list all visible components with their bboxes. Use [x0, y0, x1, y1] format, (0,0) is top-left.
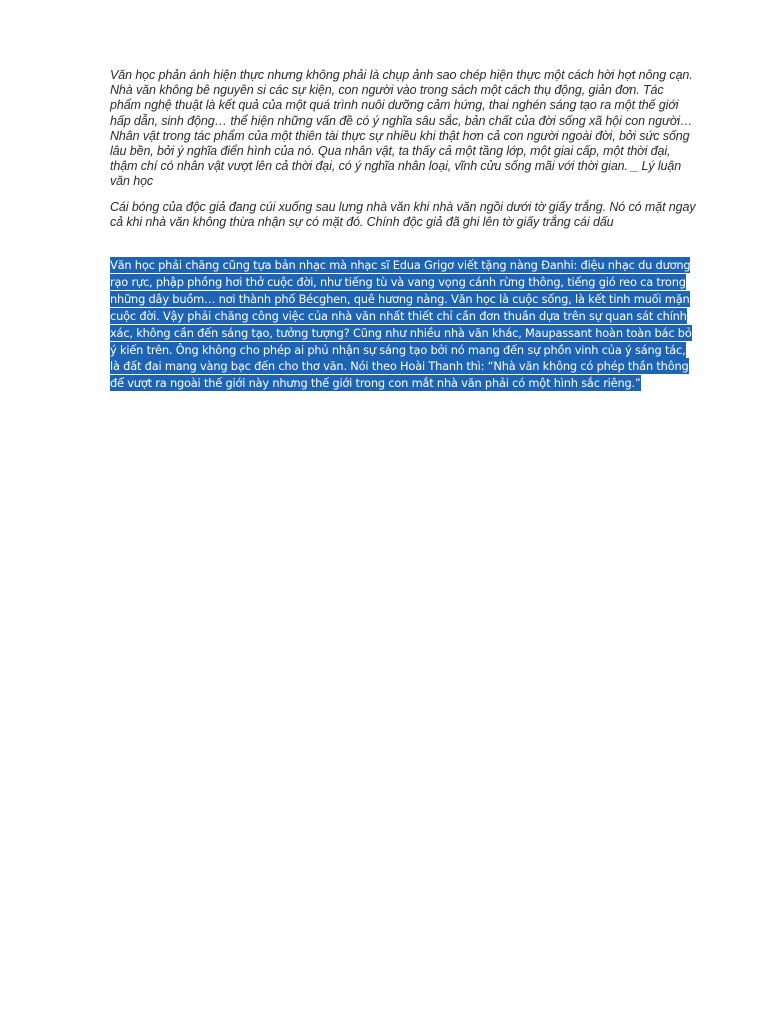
paragraph-literary-theory-quote[interactable]: Văn học phản ánh hiện thực nhưng không phải là chụp ảnh sao chép hiện thực một cách hời hợt nông cạn. Nhà văn không bê nguyên si các sự kiện, con người vào trong sách một cách thụ động, giản đơn. Tác phẩm nghệ thuật là kết quả của một quá trình nuôi dưỡng cảm hứng, thai nghén sáng tạo ra một thế giới hấp dẫn, sinh động… thể hiện những vấn đề có ý nghĩa sâu sắc, bản chất của đời sống xã hội con người… Nhân vật trong tác phẩm của một thiên tài thực sự nhiều khi thật hơn cả con người ngoài đời, bởi sức sống lâu bền, bởi ý nghĩa điển hình của nó. Qua nhân vật, ta thấy cả một tầng lớp, một giai cấp, một thời đại, thậm chí có nhân vật vượt lên cả thời đại, có ý nghĩa nhân loại, vĩnh cửu sống mãi với thời gian. _ Lý luận văn học — [110, 68, 693, 189]
paragraph-reader-shadow[interactable]: Cái bóng của độc giả đang cúi xuống sau lưng nhà văn khi nhà văn ngồi dưới tờ giấy trắng. Nó có mặt ngay cả khi nhà văn không thừa nhận sự có mặt đó. Chính độc giả đã ghi lên tờ giấy trắng cái dấu — [110, 199, 696, 229]
selected-paragraph[interactable] — [110, 257, 696, 392]
document-body — [110, 68, 696, 392]
selected-text-highlight[interactable]: Văn học phải chăng cũng tựa bản nhạc mà nhạc sĩ Edua Grigơ viết tặng nàng Đanhi: điệu nhạc du dương rạo rực, phập phồng hơi thở cuộc đời, như tiếng tù và vang vọng cánh rừng thông, tiếng gió reo ca trong những dây buồm… nơi thành phố Bécghen, quê hương nàng. Văn học là cuộc sống, là kết tinh muối mặn cuộc đời. Vậy phải chăng công việc của nhà văn nhất thiết chỉ cần đơn thuần dựa trên sự quan sát chính xác, không cần đến sáng tạo, tưởng tượng? Cũng như nhiều nhà văn khác, Maupassant hoàn toàn bác bỏ ý kiến trên. Ông không cho phép ai phủ nhận sự sáng tạo bởi nó mang đến sự phồn vinh của ý sáng tác, là đất đai mang vàng bạc đến cho thơ văn. Nói theo Hoài Thanh thì: “Nhà văn không có phép thần thông để vượt ra ngoài thế giới này nhưng thế giới trong con mắt nhà văn phải có một hình sắc riêng.” — [110, 258, 692, 391]
